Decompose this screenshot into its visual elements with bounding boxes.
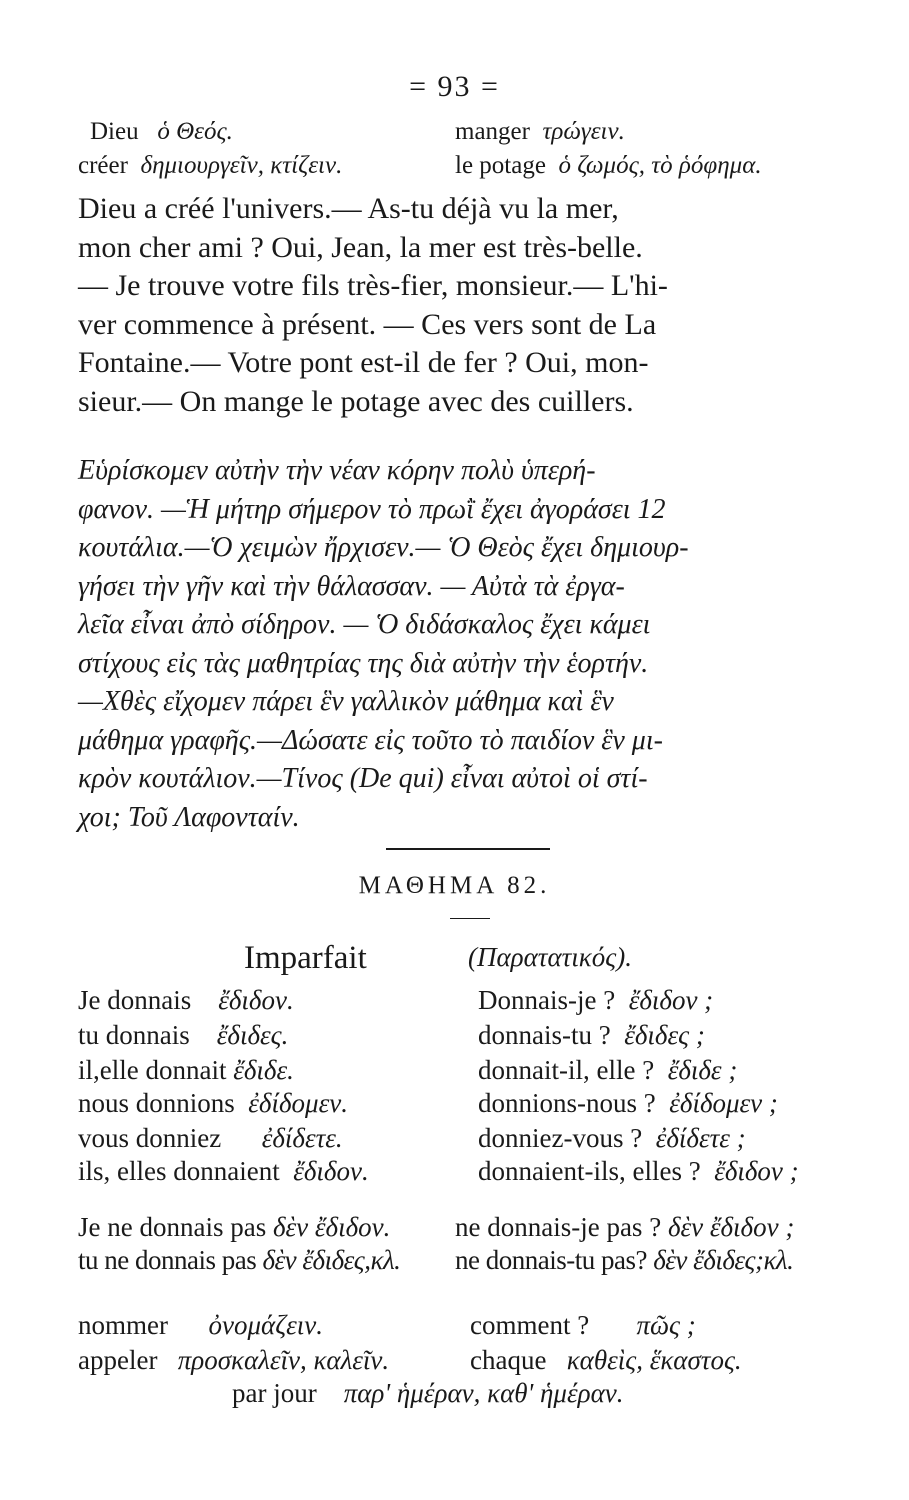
conjugation-greek: ἔδιδον ; <box>628 985 714 1015</box>
conjugation-row <box>478 1123 746 1154</box>
conjugation-greek: ἔδιδε. <box>233 1055 294 1085</box>
page-number: = 93 = <box>409 70 500 103</box>
text-line: —Χθὲς εἴχομεν πάρει ἓν γαλλικὸν μάθημα καὶ ἓν <box>78 686 614 717</box>
greek-exercise <box>78 452 848 837</box>
vocab-item <box>78 152 342 180</box>
negative-greek: δὲν ἔδιδον ; <box>667 1212 795 1242</box>
vocab-french: appeler <box>78 1345 158 1375</box>
conjugation-row <box>478 985 713 1016</box>
conjugation-greek: ἔδιδες. <box>216 1020 289 1050</box>
text-line: Εὑρίσκομεν αὐτὴν τὴν νέαν κόρην πολὺ ὑπερή- <box>78 455 596 486</box>
vocab-greek: ὁ ζωμός, τὸ ῥόφημα. <box>558 152 762 179</box>
conjugation-greek: ἔδιδον. <box>293 1156 369 1186</box>
vocab-french: nommer <box>78 1310 168 1340</box>
conjugation-greek: ἐδίδετε ; <box>655 1123 746 1153</box>
conjugation-greek: ἔδιδον ; <box>714 1156 799 1186</box>
vocab-greek: ὀνομάζειν. <box>208 1310 323 1340</box>
vocab-greek: δημιουργεῖν, κτίζειν. <box>140 152 343 179</box>
vocab-item <box>470 1345 742 1376</box>
conjugation-row <box>78 1123 343 1154</box>
vocab-greek: καθεὶς, ἕκαστος. <box>566 1345 742 1375</box>
negative-row <box>455 1212 794 1243</box>
text-line: — Je trouve votre fils très-fier, monsieur.— L'hi- <box>78 269 668 302</box>
conjugation-row <box>78 1020 288 1051</box>
vocab-french: chaque <box>470 1345 547 1375</box>
short-divider <box>450 918 490 919</box>
vocab-french: comment ? <box>470 1310 590 1340</box>
text-line: λεῖα εἶναι ἀπὸ σίδηρον. — Ὁ διδάσκαλος ἔχει κάμει <box>78 609 651 640</box>
conjugation-french: donnaient-ils, elles ? <box>478 1156 701 1186</box>
negative-row <box>78 1212 390 1243</box>
section-divider <box>386 848 550 850</box>
vocab-item <box>232 1378 623 1409</box>
conjugation-french: donnais-tu ? <box>478 1020 611 1050</box>
conjugation-french: Je donnais <box>78 985 192 1015</box>
vocab-greek: προσκαλεῖν, καλεῖν. <box>177 1345 390 1375</box>
text-line: ver commence à présent. — Ces vers sont de La <box>78 307 657 341</box>
vocab-item <box>90 118 233 146</box>
conjugation-greek: ἐδίδετε. <box>261 1123 343 1153</box>
conjugation-greek: ἔδιδες ; <box>624 1020 705 1050</box>
text-line: mon cher ami ? Oui, Jean, la mer est très-belle. <box>78 230 643 264</box>
negative-greek: δὲν ἔδιδον. <box>272 1212 391 1242</box>
negative-row <box>455 1245 793 1276</box>
vocab-item <box>78 1310 323 1341</box>
conjugation-french: ils, elles donnaient <box>78 1156 280 1186</box>
conjugation-french: donniez-vous ? <box>478 1123 643 1153</box>
text-line: κρὸν κουτάλιον.—Τίνος (De qui) εἶναι αὐτοὶ οἱ στί- <box>78 763 648 794</box>
text-line: sieur.— On mange le potage avec des cuillers. <box>78 384 634 418</box>
vocab-item <box>78 1345 389 1376</box>
lesson-title: ΜΑΘΗΜΑ 82. <box>358 872 551 899</box>
conjugation-row <box>478 1156 799 1187</box>
vocab-french: créer <box>78 152 128 179</box>
negative-french: ne donnais-tu pas? <box>455 1245 647 1275</box>
conjugation-french: donnions-nous ? <box>478 1088 656 1118</box>
vocab-greek: ὁ Θεός. <box>157 118 233 145</box>
negative-greek: δὲν ἔδιδες;κλ. <box>653 1245 794 1275</box>
text-line: φανον. —Ἡ μήτηρ σήμερον τὸ πρωῒ ἔχει ἀγοράσει 12 <box>78 493 666 525</box>
conjugation-row <box>478 1088 778 1119</box>
negative-french: ne donnais-je pas ? <box>455 1212 662 1242</box>
conjugation-french: donnait-il, elle ? <box>478 1055 655 1085</box>
vocab-item <box>470 1310 696 1341</box>
vocab-french: Dieu <box>90 118 139 145</box>
text-line: γήσει τὴν γῆν καὶ τὴν θάλασσαν. — Αὐτὰ τὰ ἐργα- <box>78 570 625 602</box>
section-heading-french: Imparfait <box>244 940 367 976</box>
conjugation-greek: ἐδίδομεν ; <box>669 1088 778 1118</box>
vocab-greek: τρώγειν. <box>542 118 625 145</box>
conjugation-greek: ἔδιδε ; <box>667 1055 738 1085</box>
conjugation-french: nous donnions <box>78 1088 235 1118</box>
conjugation-french: tu donnais <box>78 1020 190 1050</box>
french-exercise <box>78 190 848 421</box>
conjugation-french: Donnais-je ? <box>478 985 616 1015</box>
text-line: κουτάλια.—Ὁ χειμὼν ἤρχισεν.— Ὁ Θεὸς ἔχει δημιουρ- <box>78 532 689 563</box>
conjugation-greek: ἐδίδομεν. <box>248 1088 348 1118</box>
text-line: χοι; Τοῦ Λαφονταίν. <box>78 801 300 833</box>
text-line: Dieu a créé l'univers.— As-tu déjà vu la mer, <box>78 192 619 225</box>
vocab-greek: πῶς ; <box>636 1310 696 1340</box>
negative-french: tu ne donnais pas <box>78 1245 257 1275</box>
negative-french: Je ne donnais pas <box>78 1212 267 1242</box>
conjugation-row <box>478 1020 705 1051</box>
negative-greek: δὲν ἔδιδες,κλ. <box>262 1245 401 1275</box>
vocab-item <box>455 152 762 180</box>
vocab-french: le potage <box>455 152 546 179</box>
vocab-french: par jour <box>232 1378 317 1408</box>
text-line: στίχους εἰς τὰς μαθητρίας της διὰ αὐτὴν τὴν ἑορτήν. <box>78 647 649 679</box>
conjugation-row <box>78 985 294 1016</box>
negative-row <box>78 1245 400 1276</box>
vocab-item <box>455 118 625 146</box>
vocab-french: manger <box>455 118 530 145</box>
conjugation-row <box>478 1055 737 1086</box>
text-line: μάθημα γραφῆς.—Δώσατε εἰς τοῦτο τὸ παιδίον ἓν μι- <box>78 724 663 756</box>
conjugation-french: vous donniez <box>78 1123 222 1153</box>
conjugation-row <box>78 1088 348 1119</box>
conjugation-french: il,elle donnait <box>78 1055 227 1085</box>
conjugation-greek: ἔδιδον. <box>218 985 294 1015</box>
text-line: Fontaine.— Votre pont est-il de fer ? Oui, mon- <box>78 346 649 379</box>
conjugation-row <box>78 1156 369 1187</box>
conjugation-row <box>78 1055 294 1086</box>
section-heading-greek: (Παρατατικός). <box>468 942 632 972</box>
vocab-greek: παρ' ἡμέραν, καθ' ἡμέραν. <box>343 1378 624 1408</box>
